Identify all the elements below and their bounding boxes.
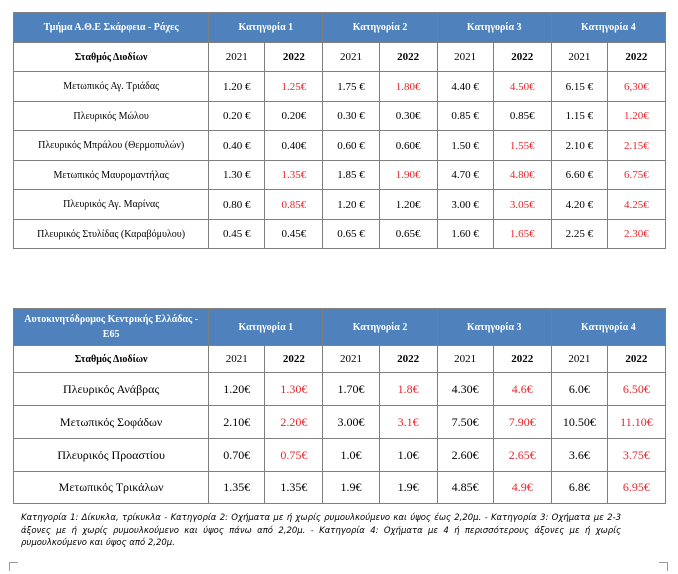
station-name: Πλευρικός Προαστίου: [14, 439, 209, 472]
price-cell: 1.85 €: [323, 161, 379, 190]
year-2022: 2022: [493, 43, 551, 72]
price-cell: 2.10 €: [551, 131, 607, 161]
table-row: [14, 472, 666, 504]
price-cell: 0.65 €: [323, 220, 379, 249]
price-cell: 4.40 €: [437, 72, 493, 102]
price-cell: 2.15€: [607, 131, 665, 161]
price-cell: 2.30€: [607, 220, 665, 249]
price-cell: 2.25 €: [551, 220, 607, 249]
price-cell: 1.15 €: [551, 102, 607, 131]
price-cell: 1.9€: [379, 472, 437, 504]
price-cell: 1.8€: [379, 373, 437, 406]
price-cell: 1.9€: [323, 472, 379, 504]
price-cell: 1.55€: [493, 131, 551, 161]
price-cell: 10.50€: [551, 406, 607, 439]
price-cell: 6.8€: [551, 472, 607, 504]
price-cell: 0.20 €: [209, 102, 265, 131]
toll-table-e65: [13, 308, 666, 504]
price-cell: 1.20€: [607, 102, 665, 131]
price-cell: 6.0€: [551, 373, 607, 406]
category-3-header: Κατηγορία 3: [437, 13, 551, 43]
year-2021: 2021: [437, 43, 493, 72]
year-2021: 2021: [209, 43, 265, 72]
price-cell: 3.6€: [551, 439, 607, 472]
price-cell: 4.9€: [493, 472, 551, 504]
price-cell: 6.75€: [607, 161, 665, 190]
price-cell: 6.50€: [607, 373, 665, 406]
category-notes: Κατηγορία 1: Δίκυκλα, τρίκυκλα - Κατηγορία 2: Οχήματα με ή χωρίς ρυμουλκούμενο και ύψος έως 2,20μ. - Κατηγορία 3: Οχήματα με 2-3 άξονες με ή χωρίς ρυμουλκούμενο και ύψος πάνω από 2,20μ. - Κατηγορία 4: Οχήματα με 4 ή περισσότερους άξονες με ή χωρίς ρυμουλκούμενο και ύψος από 2,20μ.: [21, 513, 621, 548]
table-title: Τμήμα Α.Θ.Ε Σκάρφεια - Ράχες: [14, 13, 209, 43]
price-cell: 4.80€: [493, 161, 551, 190]
price-cell: 4.30€: [437, 373, 493, 406]
year-row: [14, 43, 666, 72]
price-cell: 1.65€: [493, 220, 551, 249]
station-name: Πλευρικός Ανάβρας: [14, 373, 209, 406]
price-cell: 0.80 €: [209, 190, 265, 220]
table-row: [14, 102, 666, 131]
price-cell: 2.65€: [493, 439, 551, 472]
price-cell: 1.60 €: [437, 220, 493, 249]
price-cell: 2.60€: [437, 439, 493, 472]
category-4-header: Κατηγορία 4: [551, 13, 665, 43]
price-cell: 7.50€: [437, 406, 493, 439]
price-cell: 2.10€: [209, 406, 265, 439]
year-2022: 2022: [607, 43, 665, 72]
price-cell: 0.45 €: [209, 220, 265, 249]
price-cell: 7.90€: [493, 406, 551, 439]
table-header-row: [14, 13, 666, 43]
price-cell: 1.25€: [265, 72, 323, 102]
year-2021: 2021: [551, 43, 607, 72]
year-2021: 2021: [551, 346, 607, 373]
price-cell: 0.60 €: [323, 131, 379, 161]
year-2022: 2022: [607, 346, 665, 373]
price-cell: 0.30€: [379, 102, 437, 131]
price-cell: 3.00 €: [437, 190, 493, 220]
price-cell: 1.50 €: [437, 131, 493, 161]
price-cell: 1.80€: [379, 72, 437, 102]
price-cell: 1.20€: [209, 373, 265, 406]
price-cell: 1.35€: [265, 472, 323, 504]
price-cell: 0.75€: [265, 439, 323, 472]
station-name: Μετωπικός Σοφάδων: [14, 406, 209, 439]
price-cell: 0.20€: [265, 102, 323, 131]
price-cell: 3.75€: [607, 439, 665, 472]
price-cell: 0.65€: [379, 220, 437, 249]
table-row: [14, 220, 666, 249]
price-cell: 1.20€: [379, 190, 437, 220]
year-2021: 2021: [209, 346, 265, 373]
price-cell: 3.1€: [379, 406, 437, 439]
price-cell: 1.0€: [379, 439, 437, 472]
year-row: [14, 346, 666, 373]
category-3-header: Κατηγορία 3: [437, 309, 551, 346]
price-cell: 1.35€: [265, 161, 323, 190]
price-cell: 0.85€: [493, 102, 551, 131]
price-cell: 1.35€: [209, 472, 265, 504]
table-title: Αυτοκινητόδρομος Κεντρικής Ελλάδας - Ε65: [14, 309, 209, 346]
station-name: Πλευρικός Μπράλου (Θερμοπυλών): [14, 131, 209, 161]
year-2021: 2021: [437, 346, 493, 373]
price-cell: 0.70€: [209, 439, 265, 472]
price-cell: 6.60 €: [551, 161, 607, 190]
price-cell: 0.45€: [265, 220, 323, 249]
price-cell: 4.70 €: [437, 161, 493, 190]
price-cell: 1.20 €: [323, 190, 379, 220]
year-2022: 2022: [379, 43, 437, 72]
table-row: [14, 373, 666, 406]
table-row: [14, 439, 666, 472]
price-cell: 11.10€: [607, 406, 665, 439]
category-2-header: Κατηγορία 2: [323, 13, 437, 43]
price-cell: 1.75 €: [323, 72, 379, 102]
crop-mark-right: [659, 562, 668, 571]
station-name: Πλευρικός Αγ. Μαρίνας: [14, 190, 209, 220]
category-1-header: Κατηγορία 1: [209, 13, 323, 43]
table-row: [14, 190, 666, 220]
price-cell: 0.40€: [265, 131, 323, 161]
price-cell: 3.05€: [493, 190, 551, 220]
price-cell: 1.0€: [323, 439, 379, 472]
price-cell: 0.60€: [379, 131, 437, 161]
price-cell: 6.95€: [607, 472, 665, 504]
toll-table-skarfeia-rachi: [13, 12, 666, 249]
price-cell: 4.25€: [607, 190, 665, 220]
station-name: Πλευρικός Στυλίδας (Καραβόμυλου): [14, 220, 209, 249]
price-cell: 2.20€: [265, 406, 323, 439]
station-name: Μετωπικός Αγ. Τριάδας: [14, 72, 209, 102]
price-cell: 0.40 €: [209, 131, 265, 161]
station-name: Μετωπικός Τρικάλων: [14, 472, 209, 504]
price-cell: 4.50€: [493, 72, 551, 102]
year-2021: 2021: [323, 43, 379, 72]
price-cell: 6.15 €: [551, 72, 607, 102]
price-cell: 1.30€: [265, 373, 323, 406]
year-2021: 2021: [323, 346, 379, 373]
year-2022: 2022: [493, 346, 551, 373]
table-row: [14, 72, 666, 102]
table-row: [14, 131, 666, 161]
price-cell: 1.70€: [323, 373, 379, 406]
price-cell: 0.85€: [265, 190, 323, 220]
category-1-header: Κατηγορία 1: [209, 309, 323, 346]
station-name: Μετωπικός Μαυρομαντήλας: [14, 161, 209, 190]
category-2-header: Κατηγορία 2: [323, 309, 437, 346]
price-cell: 4.20 €: [551, 190, 607, 220]
category-4-header: Κατηγορία 4: [551, 309, 665, 346]
year-2022: 2022: [265, 43, 323, 72]
table-header-row: [14, 309, 666, 346]
station-name: Πλευρικός Μώλου: [14, 102, 209, 131]
price-cell: 0.85 €: [437, 102, 493, 131]
price-cell: 3.00€: [323, 406, 379, 439]
price-cell: 4.6€: [493, 373, 551, 406]
table-row: [14, 161, 666, 190]
price-cell: 6,30€: [607, 72, 665, 102]
price-cell: 0.30 €: [323, 102, 379, 131]
price-cell: 1.90€: [379, 161, 437, 190]
year-2022: 2022: [379, 346, 437, 373]
station-header: Σταθμός Διοδίων: [14, 43, 209, 72]
price-cell: 1.30 €: [209, 161, 265, 190]
station-header: Σταθμός Διοδίων: [14, 346, 209, 373]
table-row: [14, 406, 666, 439]
year-2022: 2022: [265, 346, 323, 373]
price-cell: 4.85€: [437, 472, 493, 504]
price-cell: 1.20 €: [209, 72, 265, 102]
crop-mark-left: [9, 562, 18, 571]
